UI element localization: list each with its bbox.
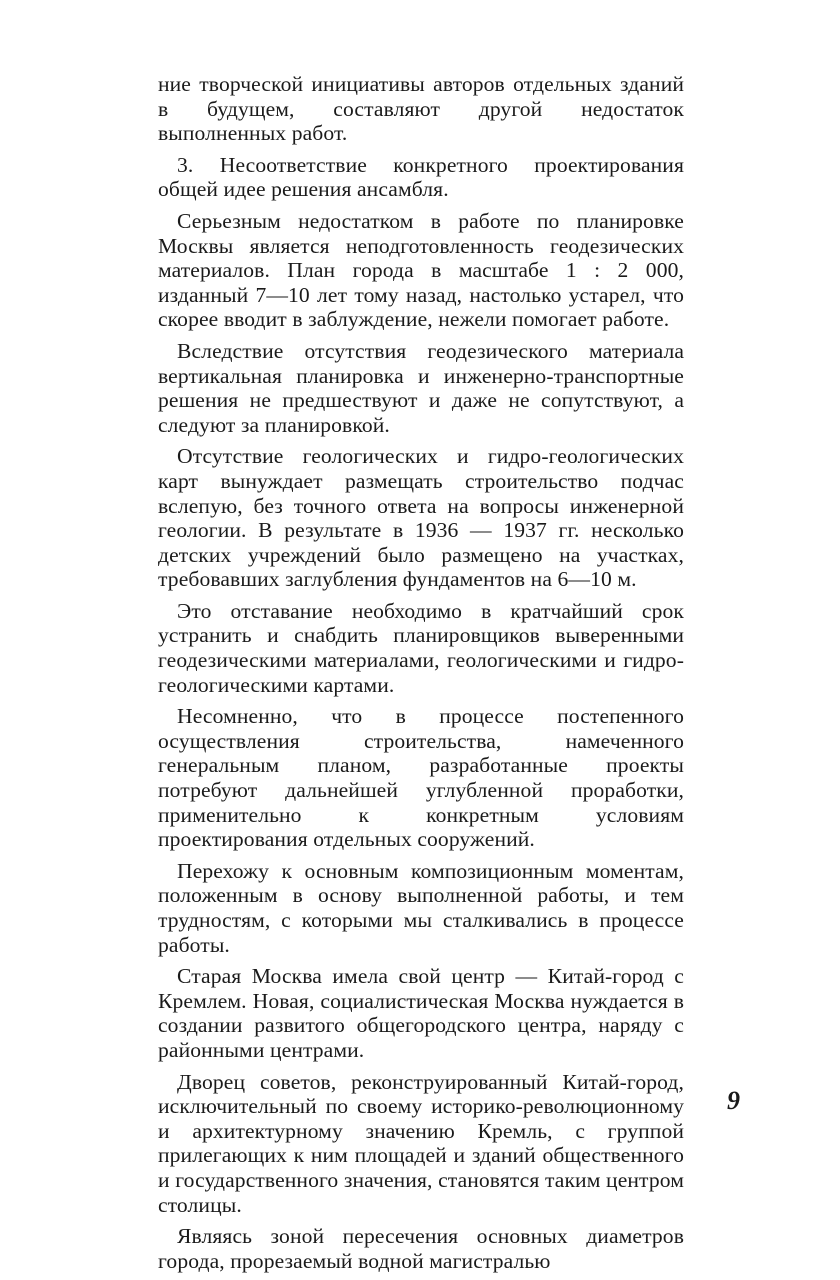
page-number: 9 [727, 1086, 740, 1115]
paragraph-6: Это отставание необходимо в кратчайший срок устранить и снабдить планировщиков выверенными геодезическими материалами, геологическими и гидро-геологическими картами. [158, 598, 684, 697]
paragraph-5: Отсутствие геологических и гидро-геологических карт вынуждает размещать строительство подчас вслепую, без точного ответа на вопросы инженерной геологии. В результате в 1936 — 1937 гг. несколько детских учреждений было размещено на участках, требовавших заглубления фундаментов на 6—10 м. [158, 444, 684, 592]
paragraph-3: Серьезным недостатком в работе по планировке Москвы является неподготовленность геодезических материалов. План города в масштабе 1 : 2 000, изданный 7—10 лет тому назад, настолько устарел, что скорее вводит в заблуждение, нежели помогает работе. [158, 208, 684, 332]
paragraph-11: Являясь зоной пересечения основных диаметров города, прорезаемый водной магистралью [158, 1224, 684, 1273]
paragraph-2: 3. Несоответствие конкретного проектирования общей идее решения ансамбля. [158, 152, 684, 202]
page-body-text [158, 72, 684, 1280]
paragraph-1: ние творческой инициативы авторов отдельных зданий в будущем, составляют другой недостаток выполненных работ. [158, 72, 684, 146]
paragraph-8: Перехожу к основным композиционным моментам, положенным в основу выполненной работы, и тем трудностям, с которыми мы сталкивались в процессе работы. [158, 858, 684, 957]
paragraph-10: Дворец советов, реконструированный Китай-город, исключительный по своему историко-революционному и архитектурному значению Кремль, с группой прилегающих к ним площадей и зданий общественного и государственного значения, становятся таким центром столицы. [158, 1069, 684, 1217]
paragraph-7: Несомненно, что в процессе постепенного осуществления строительства, намеченного генеральным планом, разработанные проекты потребуют дальнейшей углубленной проработки, применительно к конкретным условиям проектирования отдельных сооружений. [158, 704, 684, 852]
paragraph-9: Старая Москва имела свой центр — Китай-город с Кремлем. Новая, социалистическая Москва нуждается в создании развитого общегородского центра, наряду с районными центрами. [158, 964, 684, 1062]
paragraph-4: Вследствие отсутствия геодезического материала вертикальная планировка и инженерно-транспортные решения не предшествуют и даже не сопутствуют, а следуют за планировкой. [158, 338, 684, 437]
